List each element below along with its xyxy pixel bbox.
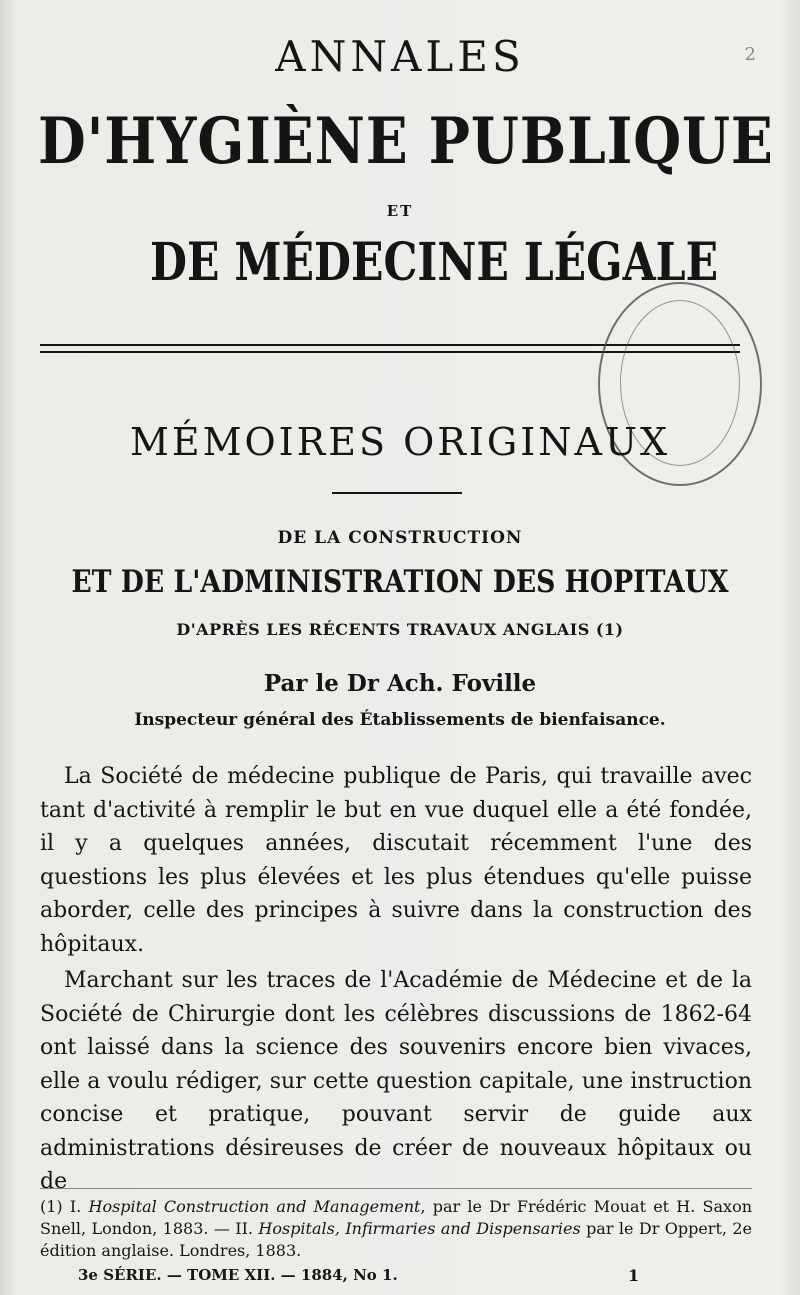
journal-title-line1: ANNALES	[275, 32, 525, 81]
footnote-text-a: (1) I.	[40, 1197, 89, 1216]
body-paragraph-1: La Société de médecine publique de Paris, qui travaille avec tant d'activité à remplir le but en vue duquel elle a été fondée, il y a quelques années, discutait récemment l'une des questions les plus élevées et les plus étendues qu'elle puisse aborder, celle des principes à suivre dans la construction des hôpitaux.	[40, 764, 752, 957]
footnote	[40, 1196, 752, 1262]
footnote-rule	[40, 1188, 752, 1189]
article-author-title: Inspecteur général des Établissements de bienfaisance.	[134, 710, 666, 730]
section-heading: MÉMOIRES ORIGINAUX	[129, 420, 671, 464]
footnote-title-b: Hospitals, Infirmaries and Dispensaries	[258, 1219, 581, 1238]
article-subtitle: D'APRÈS LES RÉCENTS TRAVAUX ANGLAIS (1)	[176, 620, 624, 639]
journal-title-line2: D'HYGIÈNE PUBLIQUE	[38, 104, 774, 179]
body-paragraph-2: Marchant sur les traces de l'Académie de Médecine et de la Société de Chirurgie dont les célèbres discussions de 1862-64 ont laissé dans la science des souvenirs encore bien vivaces, elle a voulu rédiger, sur cette question capitale, une instruction concise et pratique, pouvant servir de guide aux administrations désireuses de créer de nouveaux hôpitaux ou de	[40, 968, 752, 1194]
article-author: Par le Dr Ach. Foville	[263, 670, 537, 697]
footnote-text-c: par le Dr Oppert, 2e édition anglaise. Londres, 1883.	[40, 1219, 753, 1260]
article-title-line2: ET DE L'ADMINISTRATION DES HOPITAUX	[71, 564, 729, 600]
journal-title-line3: DE MÉDECINE LÉGALE	[150, 232, 719, 293]
signature-number: 1	[628, 1266, 640, 1285]
footnote-title-a: Hospital Construction and Management	[88, 1197, 421, 1216]
section-rule	[332, 492, 462, 494]
page-mark: 2	[744, 44, 756, 65]
article-title-line1: DE LA CONSTRUCTION	[277, 528, 523, 548]
journal-title-et: ET	[386, 202, 414, 220]
footnote-text-b: , par le Dr Frédéric Mouat et H. Saxon Snell, London, 1883. — II.	[40, 1197, 753, 1238]
series-line: 3e SÉRIE. — TOME XII. — 1884, No 1.	[78, 1266, 398, 1284]
